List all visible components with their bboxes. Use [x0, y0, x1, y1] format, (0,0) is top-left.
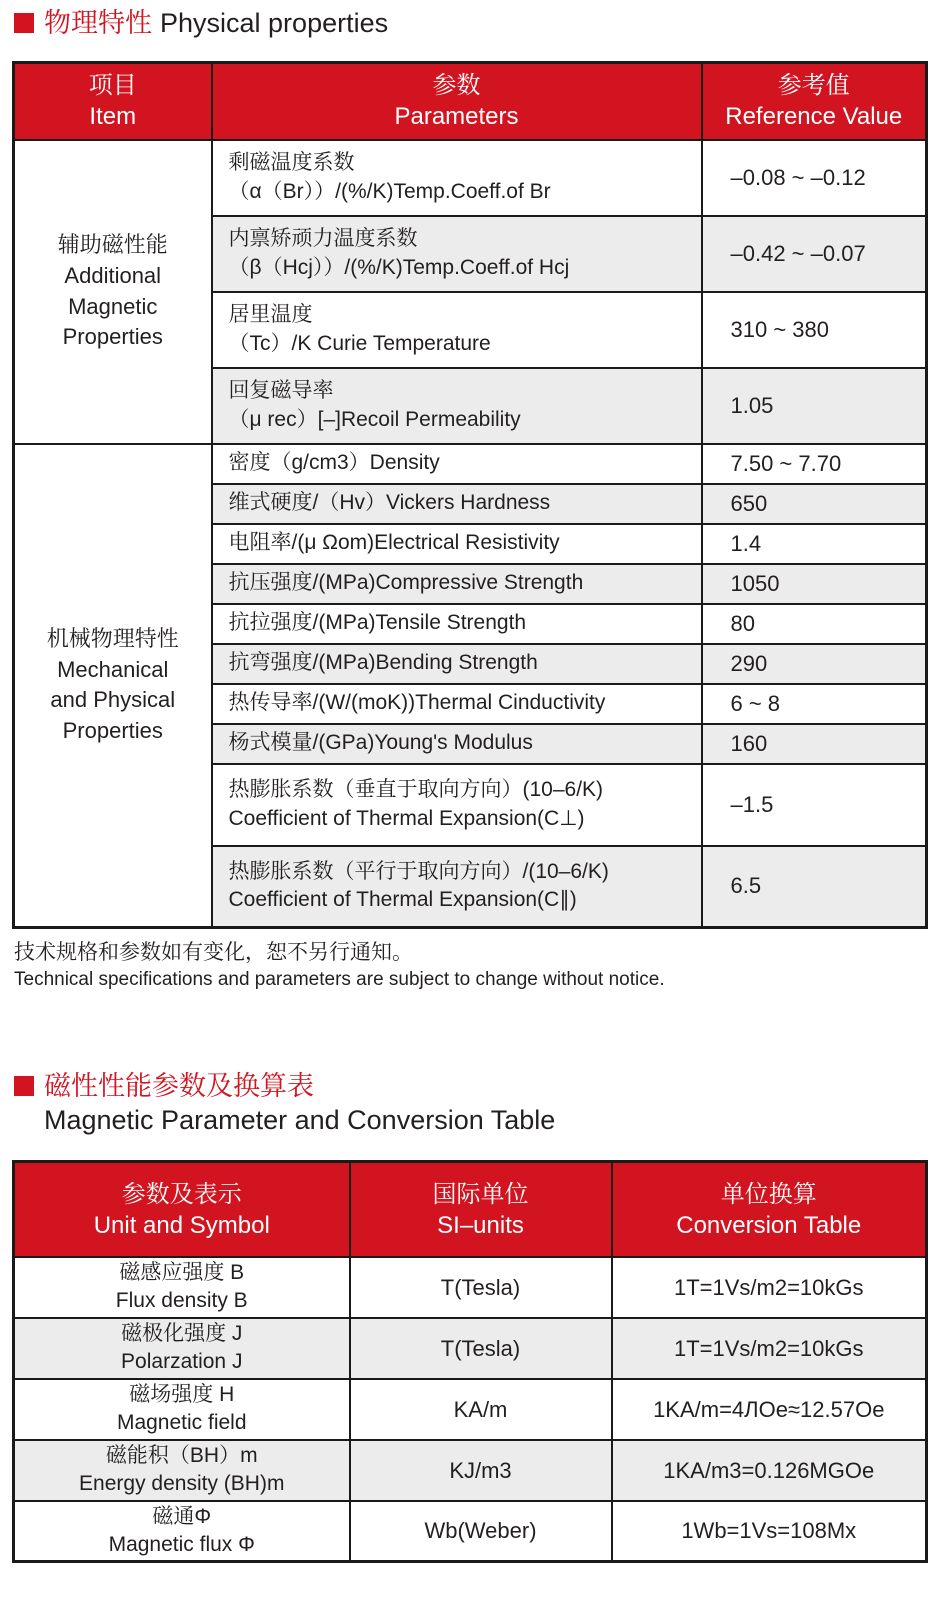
unit-cell: T(Tesla): [350, 1257, 612, 1318]
value-cell: 80: [702, 604, 927, 644]
conversion-cell: 1KA/m3=0.126MGOe: [612, 1440, 927, 1501]
unit-cell: T(Tesla): [350, 1318, 612, 1379]
section1-title: [12, 8, 928, 39]
t1-header-item: [14, 63, 212, 140]
footnote: [12, 939, 928, 993]
table-row: [14, 1440, 927, 1501]
symbol-cell: 磁能积（BH）m Energy density (BH)m: [14, 1440, 350, 1501]
t1-header-reference-value-en: Reference Value: [725, 103, 903, 131]
value-cell: 6 ~ 8: [702, 684, 927, 724]
t1-header-row: [14, 63, 927, 140]
param-cell: 居里温度 （Tc）/K Curie Temperature: [212, 292, 702, 368]
item-group-mechanical-physical: 机械物理特性 Mechanical and Physical Properties: [14, 444, 212, 928]
t1-header-item-zh: 项目: [88, 72, 137, 100]
t1-header-parameters-zh: 参数: [432, 72, 481, 100]
value-cell: –0.42 ~ –0.07: [702, 216, 927, 292]
t2-header-si-units-zh: 国际单位: [432, 1180, 529, 1208]
param-cell: 热传导率/(W/(moK))Thermal Cinductivity: [212, 684, 702, 724]
table-row: [14, 444, 927, 484]
t2-header-conversion-zh: 单位换算: [720, 1180, 817, 1208]
param-cell: 维式硬度/（Hv）Vickers Hardness: [212, 484, 702, 524]
section2-title-zh: 磁性性能参数及换算表: [44, 1071, 314, 1102]
conversion-cell: 1T=1Vs/m2=10kGs: [612, 1257, 927, 1318]
t1-header-reference-value: [702, 63, 927, 140]
symbol-cell: 磁场强度 H Magnetic field: [14, 1379, 350, 1440]
param-cell: 热膨胀系数（垂直于取向方向）(10–6/K) Coefficient of Thermal Expansion(C⊥): [212, 764, 702, 846]
param-cell: 密度（g/cm3）Density: [212, 444, 702, 484]
table-row: [14, 1318, 927, 1379]
value-cell: 6.5: [702, 846, 927, 928]
t2-header-si-units-en: SI–units: [437, 1211, 524, 1239]
value-cell: 290: [702, 644, 927, 684]
symbol-cell: 磁感应强度 B Flux density B: [14, 1257, 350, 1318]
item-group-additional-magnetic: 辅助磁性能 Additional Magnetic Properties: [14, 140, 212, 444]
param-cell: 热膨胀系数（平行于取向方向）/(10–6/K) Coefficient of Thermal Expansion(C∥): [212, 846, 702, 928]
value-cell: 1.05: [702, 368, 927, 444]
value-cell: –0.08 ~ –0.12: [702, 140, 927, 216]
t2-header-conversion-en: Conversion Table: [676, 1211, 862, 1239]
t2-header-si-units: [350, 1162, 612, 1257]
t1-header-reference-value-zh: 参考值: [777, 72, 850, 100]
table-row: [14, 1257, 927, 1318]
unit-cell: KJ/m3: [350, 1440, 612, 1501]
footnote-en: Technical specifications and parameters are subject to change without notice.: [14, 969, 665, 991]
conversion-cell: 1KA/m=4ЛOe≈12.57Oe: [612, 1379, 927, 1440]
param-cell: 剩磁温度系数 （α（Br））/(%/K)Temp.Coeff.of Br: [212, 140, 702, 216]
t1-header-parameters: [212, 63, 702, 140]
param-cell: 抗弯强度/(MPa)Bending Strength: [212, 644, 702, 684]
section1-title-en: Physical properties: [160, 8, 389, 38]
conversion-table: [12, 1160, 928, 1563]
value-cell: 7.50 ~ 7.70: [702, 444, 927, 484]
t2-header-conversion: [612, 1162, 927, 1257]
param-cell: 电阻率/(μ Ωom)Electrical Resistivity: [212, 524, 702, 564]
section2-title: [12, 1071, 928, 1136]
param-cell: 抗拉强度/(MPa)Tensile Strength: [212, 604, 702, 644]
param-cell: 内禀矫顽力温度系数 （β（Hcj））/(%/K)Temp.Coeff.of Hcj: [212, 216, 702, 292]
footnote-zh: 技术规格和参数如有变化，恕不另行通知。: [14, 941, 413, 965]
value-cell: –1.5: [702, 764, 927, 846]
t2-header-row: [14, 1162, 927, 1257]
conversion-cell: 1T=1Vs/m2=10kGs: [612, 1318, 927, 1379]
param-cell: 回复磁导率 （μ rec）[–]Recoil Permeability: [212, 368, 702, 444]
section2-bullet-icon: [14, 1076, 34, 1096]
value-cell: 310 ~ 380: [702, 292, 927, 368]
physical-properties-table: [12, 61, 928, 929]
param-cell: 杨式模量/(GPa)Young's Modulus: [212, 724, 702, 764]
value-cell: 160: [702, 724, 927, 764]
param-cell: 抗压强度/(MPa)Compressive Strength: [212, 564, 702, 604]
symbol-cell: 磁极化强度 J Polarzation J: [14, 1318, 350, 1379]
unit-cell: Wb(Weber): [350, 1501, 612, 1562]
t2-header-unit-symbol-en: Unit and Symbol: [93, 1211, 270, 1239]
table-row: [14, 140, 927, 216]
section1-title-zh: 物理特性: [44, 8, 152, 38]
section2-title-en: Magnetic Parameter and Conversion Table: [44, 1105, 556, 1136]
value-cell: 650: [702, 484, 927, 524]
section1-bullet-icon: [14, 13, 34, 33]
t1-header-parameters-en: Parameters: [394, 103, 519, 131]
table-row: [14, 1379, 927, 1440]
value-cell: 1050: [702, 564, 927, 604]
table-row: [14, 1501, 927, 1562]
conversion-cell: 1Wb=1Vs=108Mx: [612, 1501, 927, 1562]
t1-header-item-en: Item: [89, 103, 137, 131]
value-cell: 1.4: [702, 524, 927, 564]
t2-header-unit-symbol: [14, 1162, 350, 1257]
t2-header-unit-symbol-zh: 参数及表示: [121, 1180, 242, 1208]
symbol-cell: 磁通Φ Magnetic flux Φ: [14, 1501, 350, 1562]
unit-cell: KA/m: [350, 1379, 612, 1440]
